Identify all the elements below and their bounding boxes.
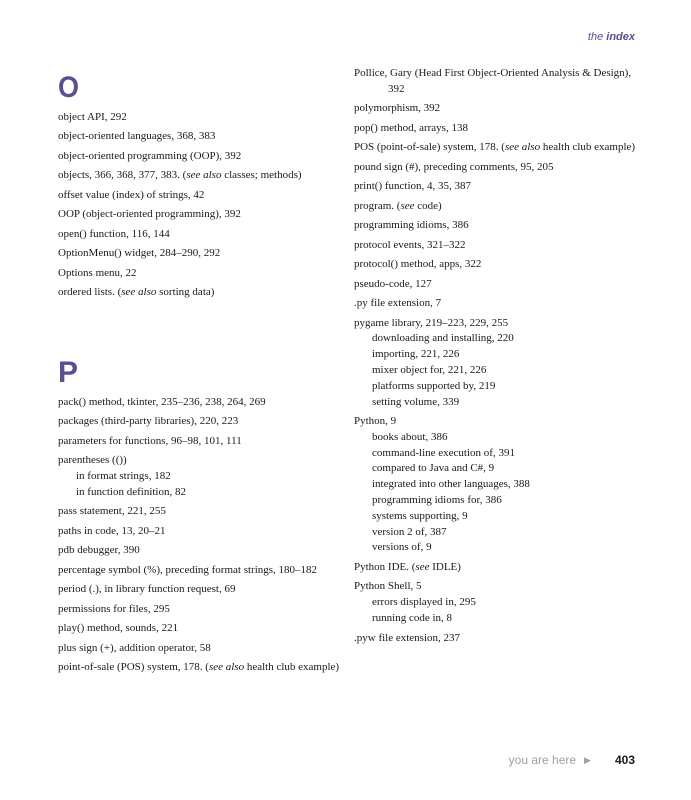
running-head-prefix: the <box>587 31 604 43</box>
section-letter-o: O <box>58 71 80 104</box>
index-entry: open() function, 116, 144 <box>58 227 170 240</box>
index-subentry: integrated into other languages, 388 <box>372 478 530 491</box>
index-entry: parentheses (()) <box>58 454 127 467</box>
entry-text: objects, 366, 368, 377, 383. ( <box>58 169 187 182</box>
index-subentry: errors displayed in, 295 <box>372 596 476 609</box>
entry-text: point-of-sale (POS) system, 178. ( <box>58 661 209 674</box>
index-entry: paths in code, 13, 20–21 <box>58 524 166 537</box>
index-entry: pack() method, tkinter, 235–236, 238, 264, 269 <box>58 395 266 408</box>
index-entry: protocol() method, apps, 322 <box>354 258 482 271</box>
index-entry: Pollice, Gary (Head First Object-Oriented Analysis & Design), 392 <box>354 67 632 95</box>
index-entry: polymorphism, 392 <box>354 102 441 115</box>
index-entry: .pyw file extension, 237 <box>354 631 461 644</box>
index-entry <box>354 560 644 576</box>
index-subentry: systems supporting, 9 <box>372 509 468 522</box>
index-subentry: setting volume, 339 <box>372 395 460 408</box>
index-entry: pdb debugger, 390 <box>58 544 140 557</box>
index-entry: Options menu, 22 <box>58 266 137 279</box>
index-subentry: mixer object for, 221, 226 <box>372 364 487 376</box>
entry-text: program. ( <box>354 199 401 212</box>
index-entry: packages (third-party libraries), 220, 223 <box>58 415 239 428</box>
index-entry <box>58 168 343 184</box>
index-subentry: platforms supported by, 219 <box>372 379 496 392</box>
running-head-title: index <box>606 31 635 43</box>
see-label: see <box>400 199 415 212</box>
index-subentry: compared to Java and C#, 9 <box>372 462 495 475</box>
running-head <box>588 31 635 43</box>
subentry-group <box>58 469 343 501</box>
index-entry: pass statement, 221, 255 <box>58 505 166 518</box>
entry-text: POS (point-of-sale) system, 178. ( <box>354 141 505 154</box>
index-entry: Python, 9 <box>354 415 397 428</box>
index-subentry: books about, 386 <box>372 430 448 443</box>
index-subentry: programming idioms for, 386 <box>372 494 502 507</box>
subentry-group <box>354 331 644 410</box>
index-entry: Python Shell, 5 <box>354 580 422 593</box>
index-entry: object-oriented programming (OOP), 392 <box>58 149 242 162</box>
you-are-here-label: you are here <box>508 753 577 767</box>
index-entry: OptionMenu() widget, 284–290, 292 <box>58 247 221 260</box>
entry-text: Python IDE. ( <box>354 560 416 573</box>
index-entry: protocol events, 321–322 <box>354 238 466 251</box>
page-number: 403 <box>614 753 635 767</box>
entry-text: IDLE) <box>429 560 461 573</box>
index-entry <box>354 140 644 156</box>
index-entry <box>58 660 343 676</box>
see-label: see <box>415 560 430 573</box>
index-entry: play() method, sounds, 221 <box>58 622 179 635</box>
index-entry: parameters for functions, 96–98, 101, 111 <box>58 434 242 447</box>
entry-text: ordered lists. ( <box>58 286 122 299</box>
index-entry: plus sign (+), addition operator, 58 <box>58 641 211 654</box>
entry-text: classes; methods) <box>221 169 302 182</box>
index-entry: pseudo-code, 127 <box>354 277 432 290</box>
subentry-group <box>354 430 644 556</box>
index-column-right <box>354 66 644 650</box>
page-footer <box>509 753 635 767</box>
entry-text: health club example) <box>244 661 340 674</box>
see-also-label: see also <box>208 661 245 674</box>
index-subentry: importing, 221, 226 <box>372 348 460 361</box>
index-entry: period (.), in library function request, 69 <box>58 583 236 596</box>
subentry-group <box>354 595 644 627</box>
entry-text: health club example) <box>540 141 636 154</box>
index-entry: offset value (index) of strings, 42 <box>58 188 205 201</box>
triangle-right-icon: ▶ <box>584 754 591 765</box>
index-subentry: running code in, 8 <box>372 612 453 625</box>
see-also-label: see also <box>504 141 541 154</box>
see-also-label: see also <box>186 169 222 182</box>
index-entry: pygame library, 219–223, 229, 255 <box>354 316 509 329</box>
index-entry <box>58 285 343 301</box>
index-subentry: version 2 of, 387 <box>372 525 447 538</box>
index-entry: object API, 292 <box>58 111 127 123</box>
index-subentry: command-line execution of, 391 <box>372 446 515 459</box>
entry-text: code) <box>414 199 442 212</box>
entry-text: sorting data) <box>156 286 215 299</box>
index-entry: .py file extension, 7 <box>354 297 442 310</box>
index-subentry: versions of, 9 <box>372 541 432 554</box>
index-column-left <box>58 66 343 680</box>
index-entry: percentage symbol (%), preceding format strings, 180–182 <box>58 563 318 576</box>
index-entry: programming idioms, 386 <box>354 219 469 232</box>
section-letter-p: P <box>58 355 79 389</box>
index-subentry: in format strings, 182 <box>76 470 171 483</box>
index-entry: object-oriented languages, 368, 383 <box>58 130 216 143</box>
index-subentry: in function definition, 82 <box>76 485 186 498</box>
see-also-label: see also <box>121 286 157 299</box>
index-entry: pop() method, arrays, 138 <box>354 121 468 134</box>
index-entry: pound sign (#), preceding comments, 95, 205 <box>354 160 554 173</box>
index-entry <box>354 199 644 215</box>
index-subentry: downloading and installing, 220 <box>372 332 514 345</box>
index-entry: OOP (object-oriented programming), 392 <box>58 208 241 221</box>
index-entry: permissions for files, 295 <box>58 602 170 615</box>
index-entry: print() function, 4, 35, 387 <box>354 180 472 193</box>
